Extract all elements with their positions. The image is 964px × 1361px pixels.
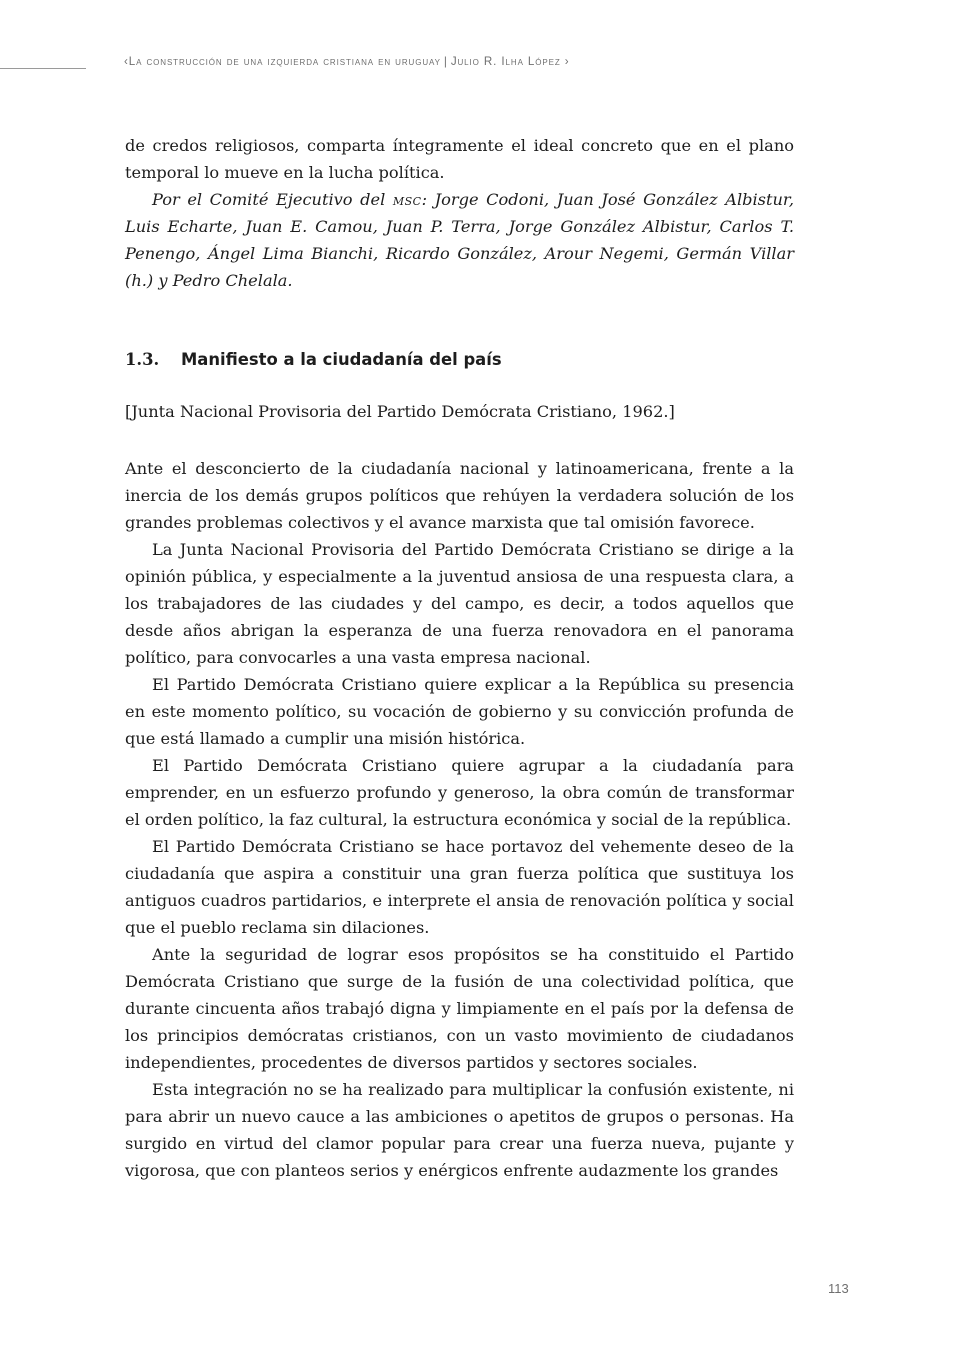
section-title: Manifiesto a la ciudadanía del país <box>181 350 502 369</box>
header-rule <box>0 68 86 69</box>
manifesto-paragraph: El Partido Demócrata Cristiano quiere agrupar a la ciudadanía para emprender, en un esfuerzo profundo y generoso, la obra común de transformar el orden político, la faz cultural, la estructura económica y social de la república. <box>125 756 794 829</box>
section-heading <box>125 350 502 369</box>
opening-text-block <box>125 132 794 294</box>
header-author: Julio R. Ilha López › <box>450 55 570 68</box>
manifesto-text-block <box>125 455 794 1184</box>
manifesto-paragraph: La Junta Nacional Provisoria del Partido Demócrata Cristiano se dirige a la opinión pública, y especialmente a la juventud ansiosa de una respuesta clara, a los trabajadores de las ciudades y del campo, es decir, a todos aquellos que desde años abrigan la esperanza de una fuerza renovadora en el panorama político, para convocarles a una vasta empresa nacional. <box>125 540 794 667</box>
header-separator: | <box>443 55 448 68</box>
manifesto-paragraph: Ante el desconcierto de la ciudadanía nacional y latinoamericana, frente a la inercia de los demás grupos políticos que rehúyen la verdadera solución de los grandes problemas colectivos y el avance marxista que tal omisión favorece. <box>125 459 794 532</box>
manifesto-paragraph: Esta integración no se ha realizado para multiplicar la confusión existente, ni para abrir un nuevo cauce a las ambiciones o apetitos de grupos o personas. Ha surgido en virtud del clamor popular para crear una fuerza nueva, pujante y vigorosa, que con planteos serios y enérgicos enfrente audazmente los grandes <box>125 1080 794 1180</box>
section-source-note: [Junta Nacional Provisoria del Partido Demócrata Cristiano, 1962.] <box>125 402 675 421</box>
manifesto-paragraph: Ante la seguridad de lograr esos propósitos se ha constituido el Partido Demócrata Cristiano que surge de la fusión de una colectividad política, que durante cincuenta años trabajó digna y limpiamente en el país por la defensa de los principios demócratas cristianos, con un vasto movimiento de ciudadanos independientes, procedentes de diversos partidos y sectores sociales. <box>125 945 794 1072</box>
signature-acronym: msc <box>392 190 422 209</box>
running-header <box>124 55 570 68</box>
continuation-paragraph: de credos religiosos, comparta íntegramente el ideal concreto que en el plano temporal lo mueve en la lucha política. <box>125 136 794 182</box>
header-book-title: ‹La construcción de una izquierda cristiana en uruguay <box>124 55 441 68</box>
signature-paragraph <box>125 186 794 294</box>
signature-names: : Jorge Codoni, Juan José González Albistur, Luis Echarte, Juan E. Camou, Juan P. Terra, Jorge González Albistur, Carlos T. Penengo, Ángel Lima Bianchi, Ricardo González, Arour Negemi, Germán Villar (h.) y Pedro Chelala. <box>125 190 794 290</box>
page-number: 113 <box>828 1281 849 1296</box>
section-number: 1.3. <box>125 350 160 369</box>
manifesto-paragraph: El Partido Demócrata Cristiano se hace portavoz del vehemente deseo de la ciudadanía que aspira a constituir una gran fuerza política que sustituya los antiguos cuadros partidarios, e interprete el ansia de renovación política y social que el pueblo reclama sin dilaciones. <box>125 837 794 937</box>
signature-prefix: Por el Comité Ejecutivo del <box>152 190 393 209</box>
manifesto-paragraph: El Partido Demócrata Cristiano quiere explicar a la República su presencia en este momento político, su vocación de gobierno y su convicción profunda de que está llamado a cumplir una misión histórica. <box>125 675 794 748</box>
